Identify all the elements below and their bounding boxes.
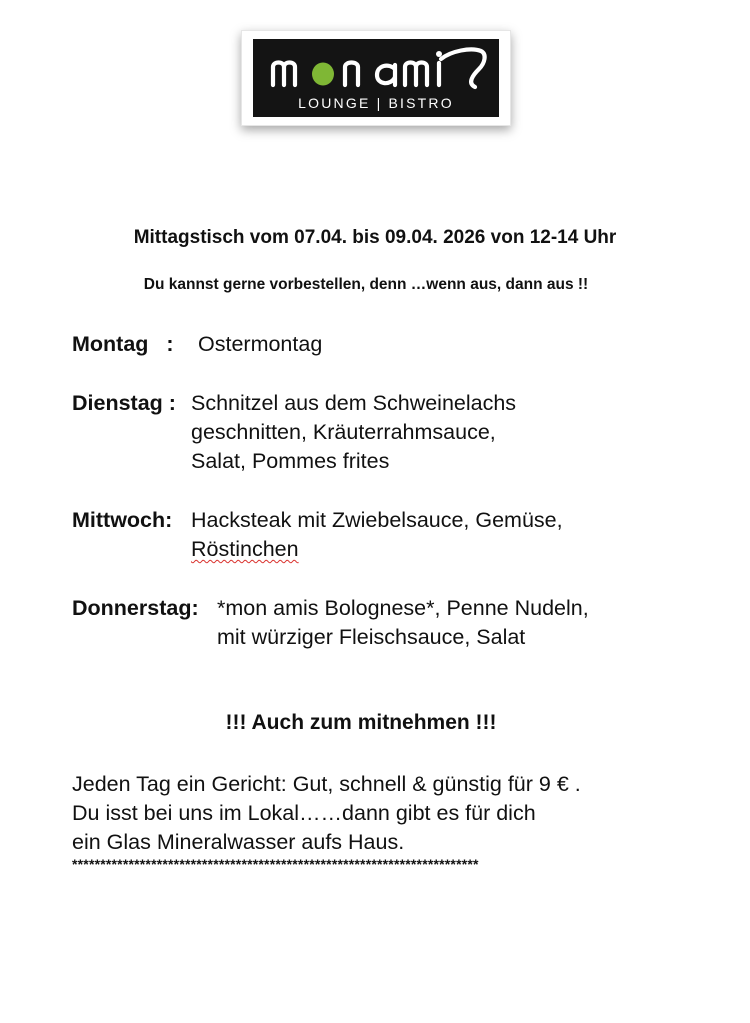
day-label: Donnerstag: <box>72 596 199 620</box>
dish-line: Schnitzel aus dem Schweinelachs <box>191 391 517 415</box>
day-thursday <box>72 594 589 649</box>
dish-text <box>191 506 563 564</box>
footer-line: Du isst bei uns im Lokal……dann gibt es für dich <box>72 801 536 825</box>
dish-line: Röstinchen <box>191 537 299 561</box>
logo-badge <box>253 39 499 117</box>
day-label: Mittwoch: <box>72 508 173 532</box>
dish-line: Ostermontag <box>198 332 323 356</box>
day-monday <box>72 330 323 359</box>
olive-icon <box>312 63 334 86</box>
separator-line: ************************************************************************ <box>72 856 479 872</box>
day-label: Montag : <box>72 332 174 356</box>
dish-line: Hacksteak mit Zwiebelsauce, Gemüse, <box>191 508 563 532</box>
dish-line: mit würziger Fleischsauce, Salat <box>217 625 526 649</box>
footer-line: Jeden Tag ein Gericht: Gut, schnell & günstig für 9 € . <box>72 772 581 796</box>
preorder-notice: Du kannst gerne vorbestellen, denn …wenn aus, dann aus !! <box>143 276 589 293</box>
logo-wordmark <box>253 39 499 99</box>
footer-text <box>72 770 581 857</box>
dish-line: *mon amis Bolognese*, Penne Nudeln, <box>217 596 589 620</box>
dish-line: geschnitten, Kräuterrahmsauce, <box>191 420 496 444</box>
day-label: Dienstag : <box>72 391 176 415</box>
dish-text <box>217 594 589 652</box>
dish-line: Salat, Pommes frites <box>191 449 390 473</box>
logo-subtitle: LOUNGE | BISTRO <box>298 95 454 111</box>
page-title: Mittagstisch vom 07.04. bis 09.04. 2026 von 12-14 Uhr <box>133 227 617 248</box>
logo <box>241 30 511 126</box>
day-tuesday <box>72 389 517 473</box>
dish-text <box>198 330 322 359</box>
day-wednesday <box>72 506 563 561</box>
dish-text <box>191 389 516 476</box>
takeaway-banner: !!! Auch zum mitnehmen !!! <box>225 711 497 734</box>
footer-line: ein Glas Mineralwasser aufs Haus. <box>72 830 405 854</box>
